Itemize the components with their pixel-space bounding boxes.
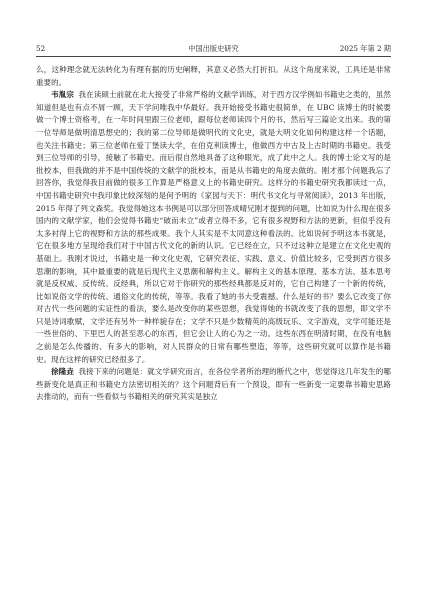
journal-title: 中国出版史研究 (188, 44, 239, 53)
running-header (36, 44, 391, 54)
article-body (36, 64, 391, 404)
paragraph (36, 64, 391, 89)
header-rule (36, 56, 391, 57)
speaker-name: 韦胤宗 (51, 90, 74, 100)
paragraph-text: 么，这种理念就无法转化为有理有据的历史阐释，其意义必然大打折扣。从这个角度来说，工具还是非常重要的。 (36, 65, 391, 87)
paragraph (36, 366, 391, 404)
paragraph (36, 89, 391, 366)
paragraph-text: 我在读硕士前就在北大接受了非常严格的文献学训练，对于西方汉学例如书籍史之类的，虽然知道但是也有点不屑一顾，天下学问唯我中华最好。我开始接受书籍史很简单，在 UBC 读博士的时候要做一个博士资格考，在一年时间里跟三位老师，跟每位老师读四个月的书，然后写三篇论文出来。我的第一位导师是做明清思想史的；我的第二位导师是做明代的文化史，就是大明文化如何构建这样一个话题，也关注书籍史；第三位老师在爱丁堡读大学，在伯克利读博士，他做西方中古及上古时期的书籍史。我受到三位导师的引导，接触了书籍史。而后很自然地具备了这种眼光，成了此中之人。我的博士论文写的是批校本，但我做的并不是中国传统的文献学的批校本，而是从书籍史的角度去做的。刚才那个问题我忘了回答你，我觉得我目前做的很多工作算是严格意义上的书籍史研究。这样分的书籍史研究我都读过一点，中国书籍史研究中我印象比较深刻的是何予明的《家园与天下：明代书文化与寻常阅读》，2013 年出版，2015 年得了列文森奖。我觉得她这本书例是可以部分回答成晴兄刚才提到的问题，比如说为什么现在很多国内的文献学家，他们会觉得书籍史“破而未立”或者立得不多，它有很多视野和方法的更新，但似乎没有太多衬得上它的视野和方法的那些成果。我个人其实是不太同意这种看法的。比如说何予明这本书就是，它在很多地方呈现给我们对于中国古代文化的新的认识。它已经在立，只不过这种立是建立在文化史观的基础上。我刚才说过，书籍史是一种文化史观，它研究表征、实践、意义、价值比较多，它受到西方很多思潮的影响，其中最重要的就是后现代主义思潮和解构主义。解构主义的基本原理、基本方法、基本思考就是反权威、反传统、反经典，所以它对于你研究的那些经典都是反对的，它自己构建了一个新的传统，比如说俗文学的传统、通俗文化的传统，等等。我看了她的书大受震撼。什么是好的书？要么它改变了你对古代一些问题的实证性的看法，要么是改变你的某些思想，我觉得她的书就改变了我的思想，即文学不只是诗词歌赋，文学还有另外一种样貌存在；文学不只是少数精英的高级玩乐、文字游戏，文学可能还是一些世俗的、下里巴人的甚至恶心的东西，但它会让人的心为之一动。这些东西在明清时期，在没有电脑之前是怎么传播的、有多大的影响，对人民群众的日常有哪些塑造，等等，这些研究就可以算作是书籍史。现在这样的研究已经很多了。 (36, 90, 391, 364)
issue-label: 2025 年第 2 期 (339, 44, 391, 53)
paragraph-text: 我接下来的问题是：就文学研究而言，在各位学者所治理的断代之中，您觉得这几年发生的哪些新变化是真正和书籍史方法密切相关的？这个问题背后有一个预设，即有一些新变一定要靠书籍史思路去推动的，而有一些看似与书籍相关的研究其实是独立 (36, 367, 391, 402)
speaker-name: 徐隆垚 (51, 367, 74, 377)
page-number: 52 (36, 44, 46, 53)
